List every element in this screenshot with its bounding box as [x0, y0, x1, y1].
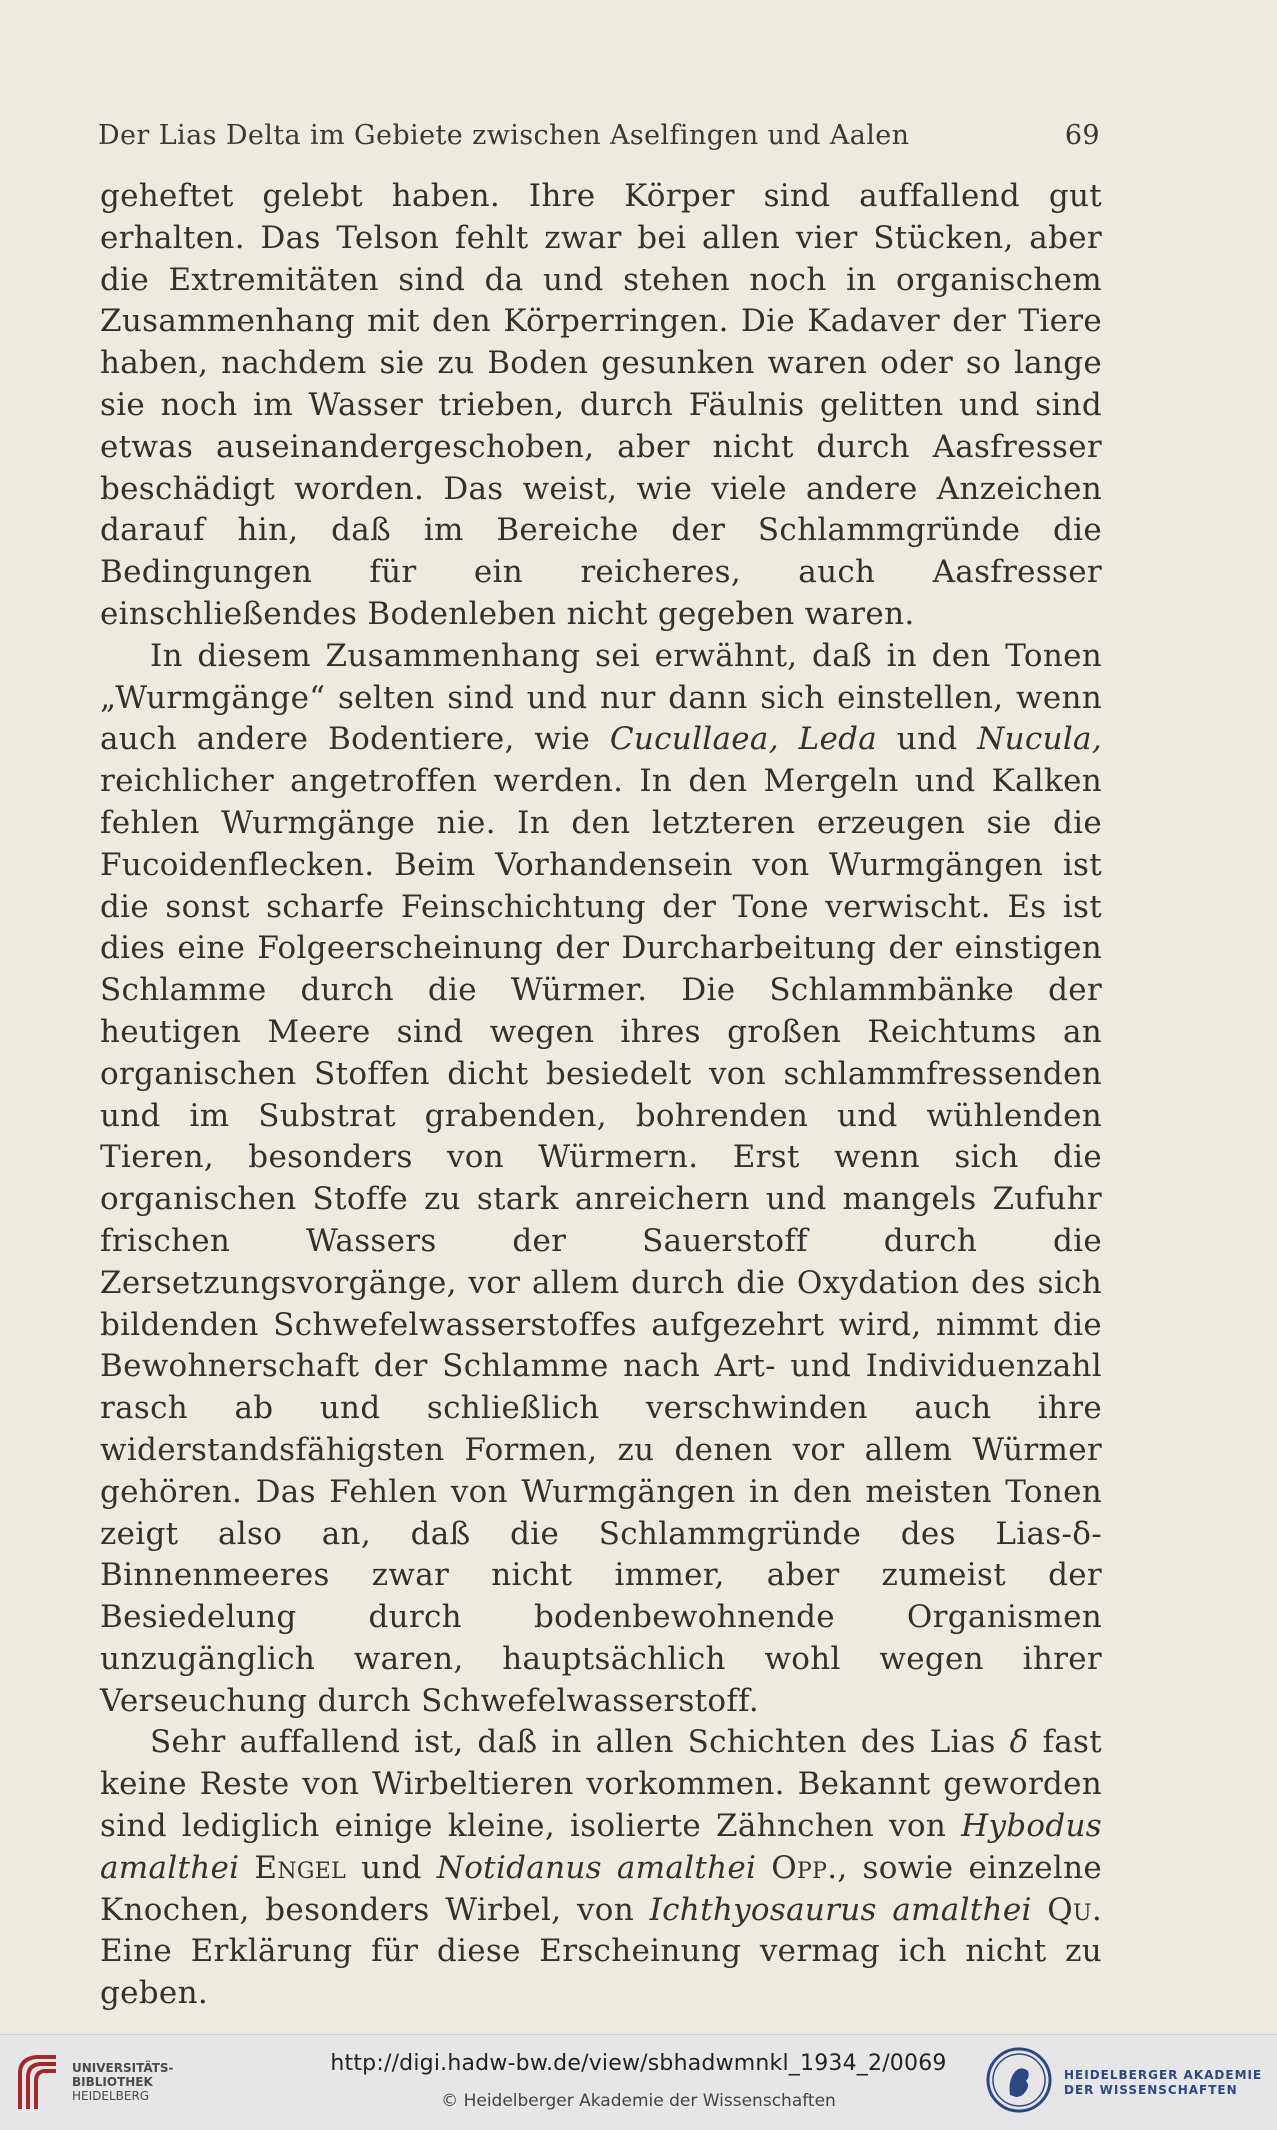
text-run: Sehr auffallend ist, daß in allen Schichten des Lias	[150, 1724, 1010, 1761]
text-run: , sowie einzelne Knochen, besonders Wirbel, von	[100, 1849, 1102, 1928]
italic-term: Ichthyosaurus amalthei	[649, 1891, 1032, 1928]
running-head	[98, 120, 1100, 160]
text-run	[239, 1850, 254, 1886]
ub-line-3: HEIDELBERG	[72, 2089, 150, 2103]
running-head-title: Der Lias Delta im Gebiete zwischen Aselfingen und Aalen	[98, 120, 910, 151]
paragraph-2	[100, 636, 1102, 1723]
hadw-line-2: DER WISSENSCHAFTEN	[1064, 2083, 1238, 2097]
italic-term: Cucullaea, Leda	[609, 721, 878, 758]
author-name: Qu.	[1047, 1891, 1103, 1928]
author-name: Opp.	[771, 1849, 838, 1886]
page-number: 69	[1064, 120, 1100, 151]
hadw-wordmark	[1064, 2068, 1262, 2098]
text-run	[1032, 1892, 1048, 1928]
text-run: reichlicher angetroffen werden. In den Mergeln und Kalken fehlen Wurmgänge nie. In den letzteren erzeugen sie die Fucoidenflecken. Beim Vorhandensein von Wurmgängen ist die sonst scharfe Feinschichtung der Tone verwischt. Es ist dies eine Folgeerscheinung der Durcharbeitung der einstigen Schlamme durch die Würmer. Die Schlammbänke der heutigen Meere sind wegen ihres großen Reichtums an organischen Stoffen dicht besiedelt von schlammfressenden und im Substrat grabenden, bohrenden und wühlenden Tieren, besonders von Würmern. Erst wenn sich die organischen Stoffe zu stark anreichern und mangels Zufuhr frischen Wassers der Sauerstoff durch die Zersetzungsvorgänge, vor allem durch die Oxydation des sich bildenden Schwefelwasserstoffes aufgezehrt wird, nimmt die Bewohnerschaft der Schlamme nach Art- und Individuenzahl rasch ab und schließlich verschwinden auch ihre widerstandsfähigsten Formen, zu denen vor allem Würmer gehören. Das Fehlen von Wurmgängen in den meisten Tonen zeigt also an, daß die Schlammgründe des Lias-δ-Binnenmeeres zwar nicht immer, aber zumeist der Besiedelung durch bodenbewohnende Organismen unzugänglich waren, hauptsächlich wohl wegen ihrer Verseuchung durch Schwefelwasserstoff.	[100, 763, 1102, 1719]
hadw-line-1: HEIDELBERGER AKADEMIE	[1064, 2068, 1263, 2082]
text-run: geheftet gelebt haben. Ihre Körper sind auffallend gut erhalten. Das Telson fehlt zwar bei allen vier Stücken, aber die Extremitäten sind da und stehen noch in organischem Zusammenhang mit den Körperringen. Die Kadaver der Tiere haben, nachdem sie zu Boden gesunken waren oder so lange sie noch im Wasser trieben, durch Fäulnis gelitten und sind etwas auseinandergeschoben, aber nicht durch Aasfresser beschädigt worden. Das weist, wie viele andere Anzeichen darauf hin, daß im Bereiche der Schlammgründe die Bedingungen für ein reicheres, auch Aasfresser einschließendes Bodenleben nicht gegeben waren.	[100, 178, 1102, 632]
ub-line-1: UNIVERSITÄTS-	[72, 2061, 174, 2075]
hadw-medallion-icon	[986, 2047, 1052, 2113]
paragraph-3	[100, 1722, 1102, 2015]
text-run: und	[877, 721, 978, 758]
italic-term: Notidanus amalthei	[436, 1849, 757, 1886]
text-run: fast keine Reste von Wirbeltieren vorkommen. Bekannt geworden sind lediglich einige kleine, isolierte Zähnchen von	[100, 1724, 1102, 1845]
permalink-url[interactable]: http://digi.hadw-bw.de/view/sbhadwmnkl_1934_2/0069	[330, 2051, 947, 2076]
text-run: und	[346, 1849, 437, 1886]
text-run	[756, 1850, 771, 1886]
italic-term: Hybodus amalthei	[100, 1808, 1102, 1886]
italic-term: Nucula,	[977, 721, 1102, 758]
body-text	[100, 176, 1102, 2015]
copyright-notice: © Heidelberger Akademie der Wissenschaften	[441, 2091, 836, 2111]
ub-line-2: BIBLIOTHEK	[72, 2075, 153, 2089]
italic-term: δ	[1009, 1724, 1029, 1761]
paragraph-1	[100, 176, 1102, 636]
author-name: Engel	[254, 1849, 347, 1886]
viewer-footer	[0, 2034, 1277, 2130]
text-run: In diesem Zusammenhang sei erwähnt, daß in den Tonen „Wurmgänge“ selten sind und nur dann sich einstellen, wenn auch andere Bodentiere, wie	[100, 637, 1102, 758]
text-run: Eine Erklärung für diese Erscheinung vermag ich nicht zu geben.	[100, 1933, 1102, 2012]
